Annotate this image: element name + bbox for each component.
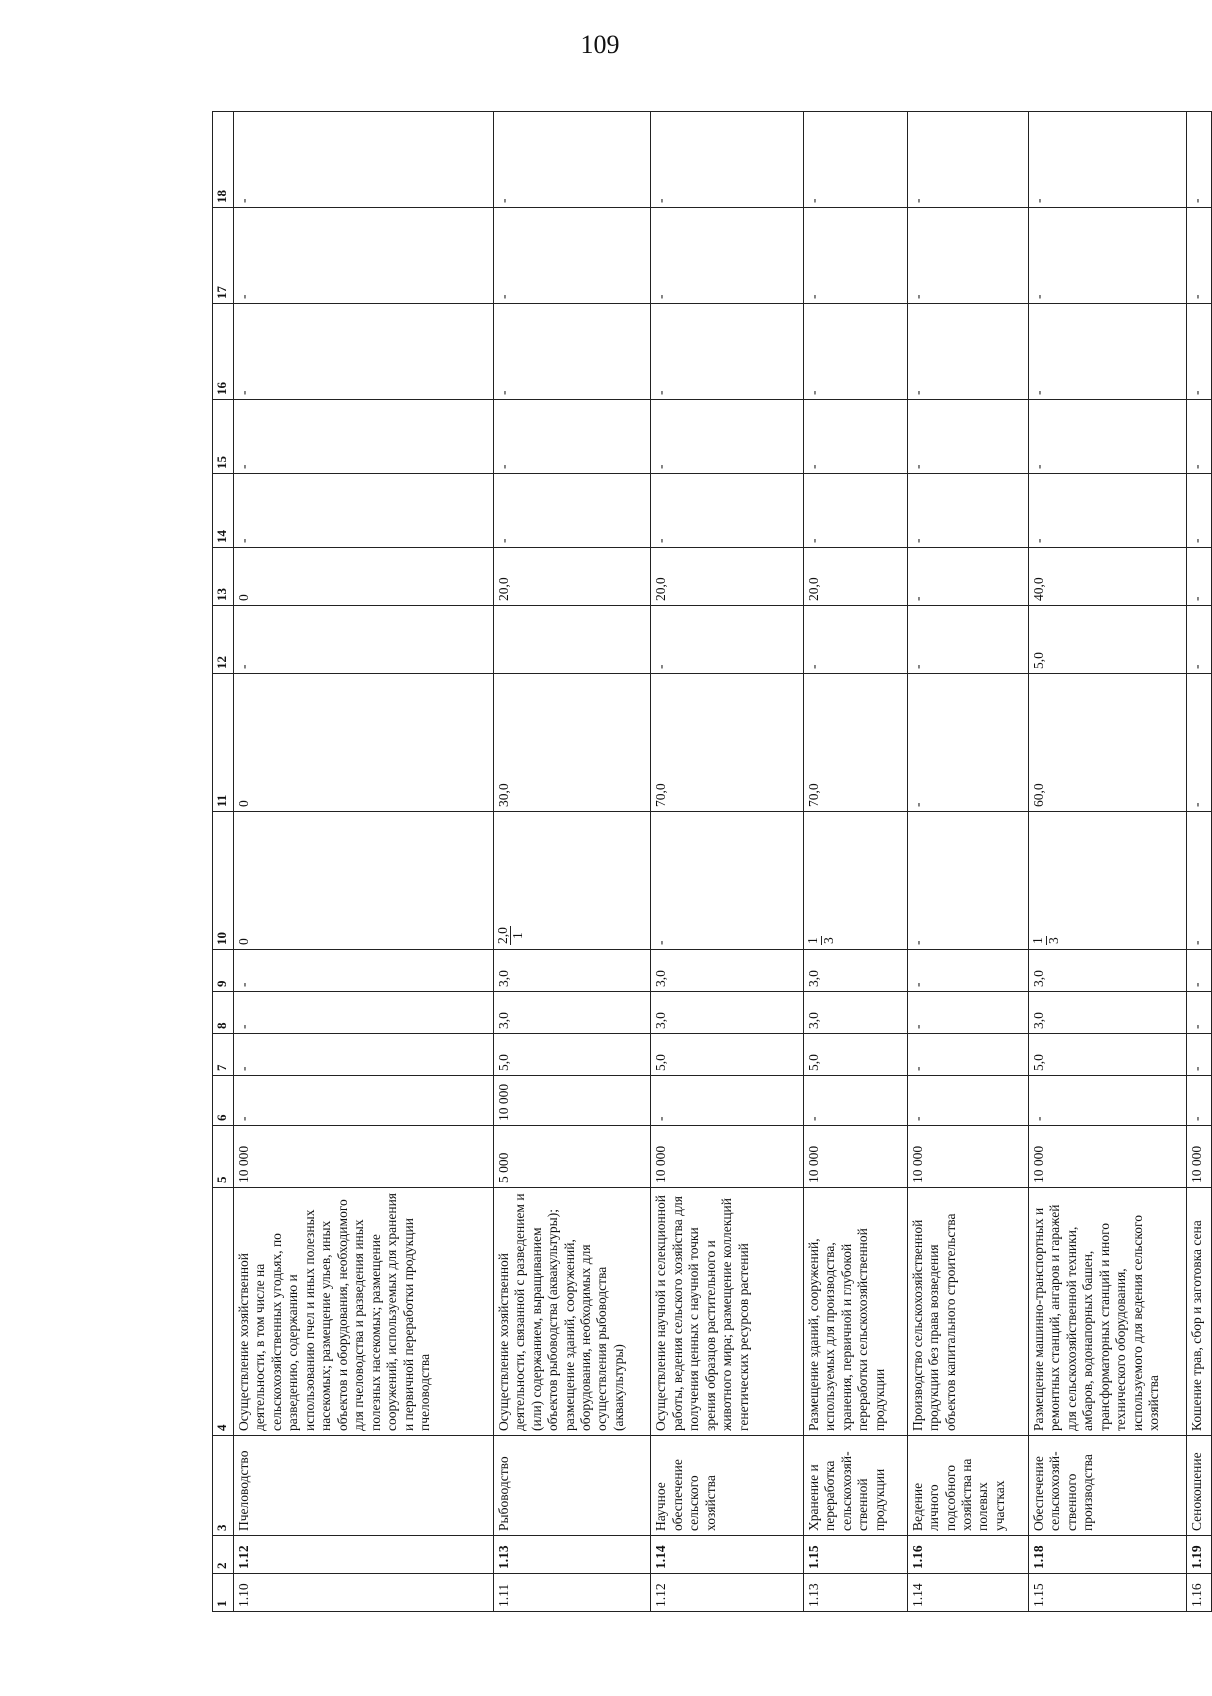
cell-col-2: 1.18 <box>1028 1536 1186 1574</box>
cell-col-10: 0 <box>234 812 494 950</box>
column-header-18: 18 <box>213 112 234 208</box>
cell-col-18: - <box>1186 112 1211 208</box>
cell-col-18: - <box>651 112 803 208</box>
column-header-10: 10 <box>213 812 234 950</box>
cell-col-9: - <box>1186 950 1211 992</box>
table-row <box>1028 112 1186 1612</box>
cell-col-18: - <box>234 112 494 208</box>
cell-col-12 <box>493 606 651 674</box>
column-header-14: 14 <box>213 474 234 548</box>
cell-col-2: 1.12 <box>234 1536 494 1574</box>
cell-col-1: 1.15 <box>1028 1574 1186 1612</box>
column-header-11: 11 <box>213 674 234 812</box>
cell-col-14: - <box>651 474 803 548</box>
cell-col-2: 1.14 <box>651 1536 803 1574</box>
cell-col-13: 0 <box>234 548 494 606</box>
cell-col-6: 10 000 <box>493 1076 651 1126</box>
cell-col-10: - <box>651 812 803 950</box>
cell-col-12: - <box>907 606 1028 674</box>
cell-col-1: 1.14 <box>907 1574 1028 1612</box>
cell-col-4: Осуществление хозяйственной деятельности, в том числе на сельскохозяйственных угодьях, по разведению, содержанию и использованию пчел и иных полезных насекомых; размещение ульев, иных объектов и оборудования, необходимого для пчеловодства и разведения иных полезных насекомых; размещение сооружений, используемых для хранения и первичной переработки продукции пчеловодства <box>234 1188 494 1436</box>
cell-col-9: 3,0 <box>1028 950 1186 992</box>
fraction-numerator: 2,0 <box>494 927 510 944</box>
cell-col-1: 1.11 <box>493 1574 651 1612</box>
cell-col-5: 10 000 <box>1028 1126 1186 1188</box>
cell-col-17: - <box>1186 208 1211 304</box>
table-row <box>803 112 907 1612</box>
cell-col-4: Размещение машинно-транспортных и ремонтных станций, ангаров и гаражей для сельскохозяйственной техники, амбаров, водонапорных башен, трансформаторных станций и иного технического оборудования, используемого для ведения сельского хозяйства <box>1028 1188 1186 1436</box>
cell-col-9: 3,0 <box>803 950 907 992</box>
cell-col-6: - <box>907 1076 1028 1126</box>
column-header-2: 2 <box>213 1536 234 1574</box>
cell-col-3: Сенокошение <box>1186 1436 1211 1536</box>
cell-col-15: - <box>234 400 494 474</box>
cell-col-13: 20,0 <box>493 548 651 606</box>
cell-col-8: - <box>234 992 494 1034</box>
cell-col-10 <box>1028 812 1186 950</box>
cell-col-4: Размещение зданий, сооружений, используемых для производства, хранения, первичной и глубокой переработки сельскохозяйственной продукции <box>803 1188 907 1436</box>
cell-col-1: 1.13 <box>803 1574 907 1612</box>
cell-col-8: 3,0 <box>803 992 907 1034</box>
cell-col-6: - <box>651 1076 803 1126</box>
cell-col-13: - <box>907 548 1028 606</box>
cell-col-5: 10 000 <box>1186 1126 1211 1188</box>
cell-col-12: 5,0 <box>1028 606 1186 674</box>
fraction-denominator: 3 <box>1045 937 1061 944</box>
cell-col-10 <box>803 812 907 950</box>
cell-col-13: - <box>1186 548 1211 606</box>
cell-col-4: Осуществление научной и селекционной работы, ведения сельского хозяйства для получения ценных с научной точки зрения образцов растительного и животного мира; размещение коллекций генетических ресурсов растений <box>651 1188 803 1436</box>
cell-col-11: 30,0 <box>493 674 651 812</box>
cell-col-3: Пчеловодство <box>234 1436 494 1536</box>
cell-col-15: - <box>1186 400 1211 474</box>
cell-col-8: - <box>1186 992 1211 1034</box>
cell-col-1: 1.16 <box>1186 1574 1211 1612</box>
cell-col-9: 3,0 <box>493 950 651 992</box>
land-use-regulations-table <box>212 111 1212 1612</box>
cell-col-11: - <box>907 674 1028 812</box>
cell-col-7: 5,0 <box>803 1034 907 1076</box>
cell-col-14: - <box>1186 474 1211 548</box>
cell-col-7: 5,0 <box>493 1034 651 1076</box>
column-header-7: 7 <box>213 1034 234 1076</box>
rotated-table-container <box>212 112 1212 1612</box>
cell-col-10: - <box>907 812 1028 950</box>
cell-col-6: - <box>1028 1076 1186 1126</box>
cell-col-5: 10 000 <box>651 1126 803 1188</box>
cell-col-1: 1.10 <box>234 1574 494 1612</box>
cell-col-10: - <box>1186 812 1211 950</box>
column-header-6: 6 <box>213 1076 234 1126</box>
table-row <box>907 112 1028 1612</box>
table-body <box>234 112 1212 1612</box>
cell-col-12: - <box>651 606 803 674</box>
column-header-15: 15 <box>213 400 234 474</box>
cell-col-7: 5,0 <box>1028 1034 1186 1076</box>
cell-col-16: - <box>493 304 651 400</box>
cell-col-7: - <box>234 1034 494 1076</box>
cell-col-6: - <box>1186 1076 1211 1126</box>
fraction-value <box>496 926 527 945</box>
cell-col-5: 10 000 <box>803 1126 907 1188</box>
cell-col-15: - <box>651 400 803 474</box>
cell-col-13: 20,0 <box>651 548 803 606</box>
cell-col-9: - <box>234 950 494 992</box>
page-number: 109 <box>580 30 620 59</box>
column-header-9: 9 <box>213 950 234 992</box>
cell-col-16: - <box>234 304 494 400</box>
cell-col-17: - <box>493 208 651 304</box>
cell-col-17: - <box>234 208 494 304</box>
cell-col-2: 1.16 <box>907 1536 1028 1574</box>
cell-col-16: - <box>1028 304 1186 400</box>
cell-col-8: 3,0 <box>651 992 803 1034</box>
column-header-3: 3 <box>213 1436 234 1536</box>
fraction-denominator: 1 <box>510 932 526 939</box>
cell-col-14: - <box>907 474 1028 548</box>
cell-col-3: Обеспечение сельскохозяй-ственного производства <box>1028 1436 1186 1536</box>
cell-col-13: 20,0 <box>803 548 907 606</box>
cell-col-17: - <box>803 208 907 304</box>
cell-col-16: - <box>1186 304 1211 400</box>
column-header-1: 1 <box>213 1574 234 1612</box>
cell-col-7: - <box>907 1034 1028 1076</box>
column-header-5: 5 <box>213 1126 234 1188</box>
cell-col-5: 10 000 <box>234 1126 494 1188</box>
table-row <box>234 112 494 1612</box>
cell-col-4: Кошение трав, сбор и заготовка сена <box>1186 1188 1211 1436</box>
cell-col-17: - <box>651 208 803 304</box>
cell-col-3: Ведение личного подсобного хозяйства на полевых участках <box>907 1436 1028 1536</box>
cell-col-11: 0 <box>234 674 494 812</box>
cell-col-11: 70,0 <box>803 674 907 812</box>
fraction-denominator: 3 <box>820 937 836 944</box>
column-header-12: 12 <box>213 606 234 674</box>
cell-col-1: 1.12 <box>651 1574 803 1612</box>
cell-col-8: - <box>907 992 1028 1034</box>
column-header-4: 4 <box>213 1188 234 1436</box>
cell-col-7: 5,0 <box>651 1034 803 1076</box>
cell-col-18: - <box>803 112 907 208</box>
cell-col-16: - <box>907 304 1028 400</box>
cell-col-8: 3,0 <box>493 992 651 1034</box>
cell-col-2: 1.13 <box>493 1536 651 1574</box>
table-row <box>651 112 803 1612</box>
cell-col-16: - <box>651 304 803 400</box>
cell-col-15: - <box>907 400 1028 474</box>
cell-col-3: Научное обеспечение сельского хозяйства <box>651 1436 803 1536</box>
cell-col-12: - <box>803 606 907 674</box>
cell-col-9: - <box>907 950 1028 992</box>
cell-col-12: - <box>234 606 494 674</box>
cell-col-13: 40,0 <box>1028 548 1186 606</box>
fraction-value <box>1031 936 1062 945</box>
cell-col-2: 1.19 <box>1186 1536 1211 1574</box>
cell-col-17: - <box>907 208 1028 304</box>
cell-col-6: - <box>234 1076 494 1126</box>
cell-col-11: - <box>1186 674 1211 812</box>
column-header-16: 16 <box>213 304 234 400</box>
cell-col-17: - <box>1028 208 1186 304</box>
cell-col-15: - <box>493 400 651 474</box>
cell-col-6: - <box>803 1076 907 1126</box>
cell-col-5: 10 000 <box>907 1126 1028 1188</box>
table-row <box>1186 112 1211 1612</box>
cell-col-7: - <box>1186 1034 1211 1076</box>
cell-col-18: - <box>493 112 651 208</box>
column-header-8: 8 <box>213 992 234 1034</box>
cell-col-15: - <box>1028 400 1186 474</box>
cell-col-2: 1.15 <box>803 1536 907 1574</box>
cell-col-14: - <box>1028 474 1186 548</box>
table-header-row <box>213 112 234 1612</box>
cell-col-3: Рыбоводство <box>493 1436 651 1536</box>
cell-col-4: Производство сельскохозяйственной продукции без права возведения объектов капитального строительства <box>907 1188 1028 1436</box>
cell-col-9: 3,0 <box>651 950 803 992</box>
cell-col-10 <box>493 812 651 950</box>
cell-col-11: 60,0 <box>1028 674 1186 812</box>
cell-col-18: - <box>1028 112 1186 208</box>
cell-col-5: 5 000 <box>493 1126 651 1188</box>
cell-col-18: - <box>907 112 1028 208</box>
table-row <box>493 112 651 1612</box>
cell-col-16: - <box>803 304 907 400</box>
cell-col-14: - <box>234 474 494 548</box>
cell-col-8: 3,0 <box>1028 992 1186 1034</box>
cell-col-11: 70,0 <box>651 674 803 812</box>
fraction-value <box>806 936 837 945</box>
column-header-17: 17 <box>213 208 234 304</box>
cell-col-14: - <box>493 474 651 548</box>
cell-col-12: - <box>1186 606 1211 674</box>
cell-col-14: - <box>803 474 907 548</box>
fraction-numerator: 1 <box>804 937 820 944</box>
cell-col-3: Хранение и переработка сельскохозяй-ственной продукции <box>803 1436 907 1536</box>
cell-col-4: Осуществление хозяйственной деятельности, связанной с разведением и (или) содержанием, выращиванием объектов рыбоводства (аквакультуры); размещение зданий, сооружений, оборудования, необходимых для осуществления рыбоводства (аквакультуры) <box>493 1188 651 1436</box>
column-header-13: 13 <box>213 548 234 606</box>
cell-col-15: - <box>803 400 907 474</box>
fraction-numerator: 1 <box>1029 937 1045 944</box>
